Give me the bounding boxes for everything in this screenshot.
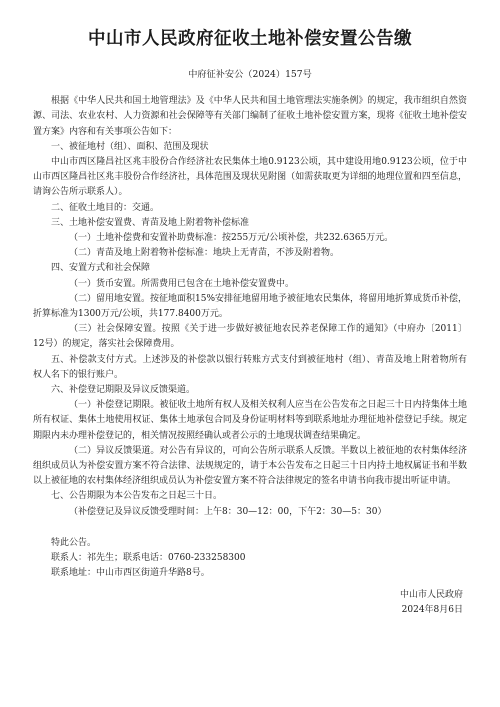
office-hours-note: （补偿登记及异议反馈受理时间：上午8：30—12：00，下午2：30—5：30） bbox=[69, 506, 387, 517]
registration-period-paragraph: （一）补偿登记期限。被征收土地所有权人及相关权利人应当在公告发布之日起三十日内持集体土地所有权证、集体土地使用权证、集体土地承包合同及身份证明材料等到联系地址办理征地补偿登记手续。规定期限内未办理补偿登记的，相关情况按照经确认或者公示的土地现状调查结果确定。 bbox=[33, 400, 467, 441]
preamble-paragraph: 根据《中华人民共和国土地管理法》及《中华人民共和国土地管理法实施条例》的规定，我市组织自然资源、司法、农业农村、人力资源和社会保障等有关部门编制了征收土地补偿安置方案，现将《征收土地补偿安置方案》内容和有关事项公告如下： bbox=[33, 96, 467, 137]
section-heading-registration: 六、补偿登记期限及异议反馈渠道。 bbox=[51, 385, 196, 396]
resettlement-item-cash: （一）货币安置。所需费用已包含在土地补偿安置费中。 bbox=[69, 278, 295, 289]
compensation-item-crops: （二）青苗及地上附着物补偿标准：地块上无青苗，不涉及附着物。 bbox=[69, 248, 340, 259]
document-title: 中山市人民政府征收土地补偿安置公告缴 bbox=[88, 29, 412, 49]
objection-channel-paragraph: （二）异议反馈渠道。对公告有异议的，可向公告所示联系人反馈。半数以上被征地的农村集体经济组织成员认为补偿安置方案不符合法律、法规规定的，请于本公告发布之日起三十日内持土地权属证书和半数以上被征地的农村集体经济组织成员认为补偿安置方案不符合法律规定的签名申请书向我市提出听证申请。 bbox=[33, 445, 467, 487]
section-heading-resettlement: 四、安置方式和社会保障 bbox=[51, 263, 151, 274]
section-heading-purpose: 二、征收土地目的：交通。 bbox=[51, 202, 160, 213]
issuer-name: 中山市人民政府 bbox=[399, 589, 463, 600]
issue-date: 2024年8月6日 bbox=[401, 604, 463, 615]
contact-address: 联系地址：中山市西区街道升华路8号。 bbox=[51, 568, 210, 579]
resettlement-item-social-security: （三）社会保障安置。按照《关于进一步做好被征地农民养老保障工作的通知》（中府办〔2011〕12号）的规定，落实社会保障费用。 bbox=[33, 324, 467, 350]
compensation-item-land: （一）土地补偿费和安置补助费标准：按255万元/公顷补偿，共232.6365万元。 bbox=[69, 233, 394, 244]
section-notice-period: 七、公告期限为本公告发布之日起三十日。 bbox=[51, 491, 223, 502]
closing-line: 特此公告。 bbox=[51, 537, 97, 548]
contact-person: 联系人：祁先生；联系电话：0760-233258300 bbox=[51, 553, 246, 564]
section-heading-land: 一、被征地村（组）、面积、范围及现状 bbox=[51, 141, 209, 152]
resettlement-item-reserved-land: （二）留用地安置。按征地面积15%安排征地留用地予被征地农民集体，将留用地折算成货币补偿，折算标准为1300万元/公顷，共177.8400万元。 bbox=[33, 293, 468, 320]
document-number: 中府征补安公（2024）157号 bbox=[188, 69, 312, 80]
section-payment-method: 五、补偿款支付方式。上述涉及的补偿款以银行转账方式支付到被征地村（组）、青苗及地上附着物所有权人名下的银行账户。 bbox=[33, 354, 467, 380]
section-heading-compensation: 三、土地补偿安置费、青苗及地上附着物补偿标准 bbox=[51, 217, 250, 228]
land-description-paragraph: 中山市西区隆昌社区兆丰股份合作经济社农民集体土地0.9123公顷，其中建设用地0.9123公顷，位于中山市西区隆昌社区兆丰股份合作经济社，具体范围及现状见附图（如需获取更为详细的地理位置和四至信息，请询公告所示联系人）。 bbox=[33, 157, 467, 198]
notice-body bbox=[33, 94, 467, 520]
